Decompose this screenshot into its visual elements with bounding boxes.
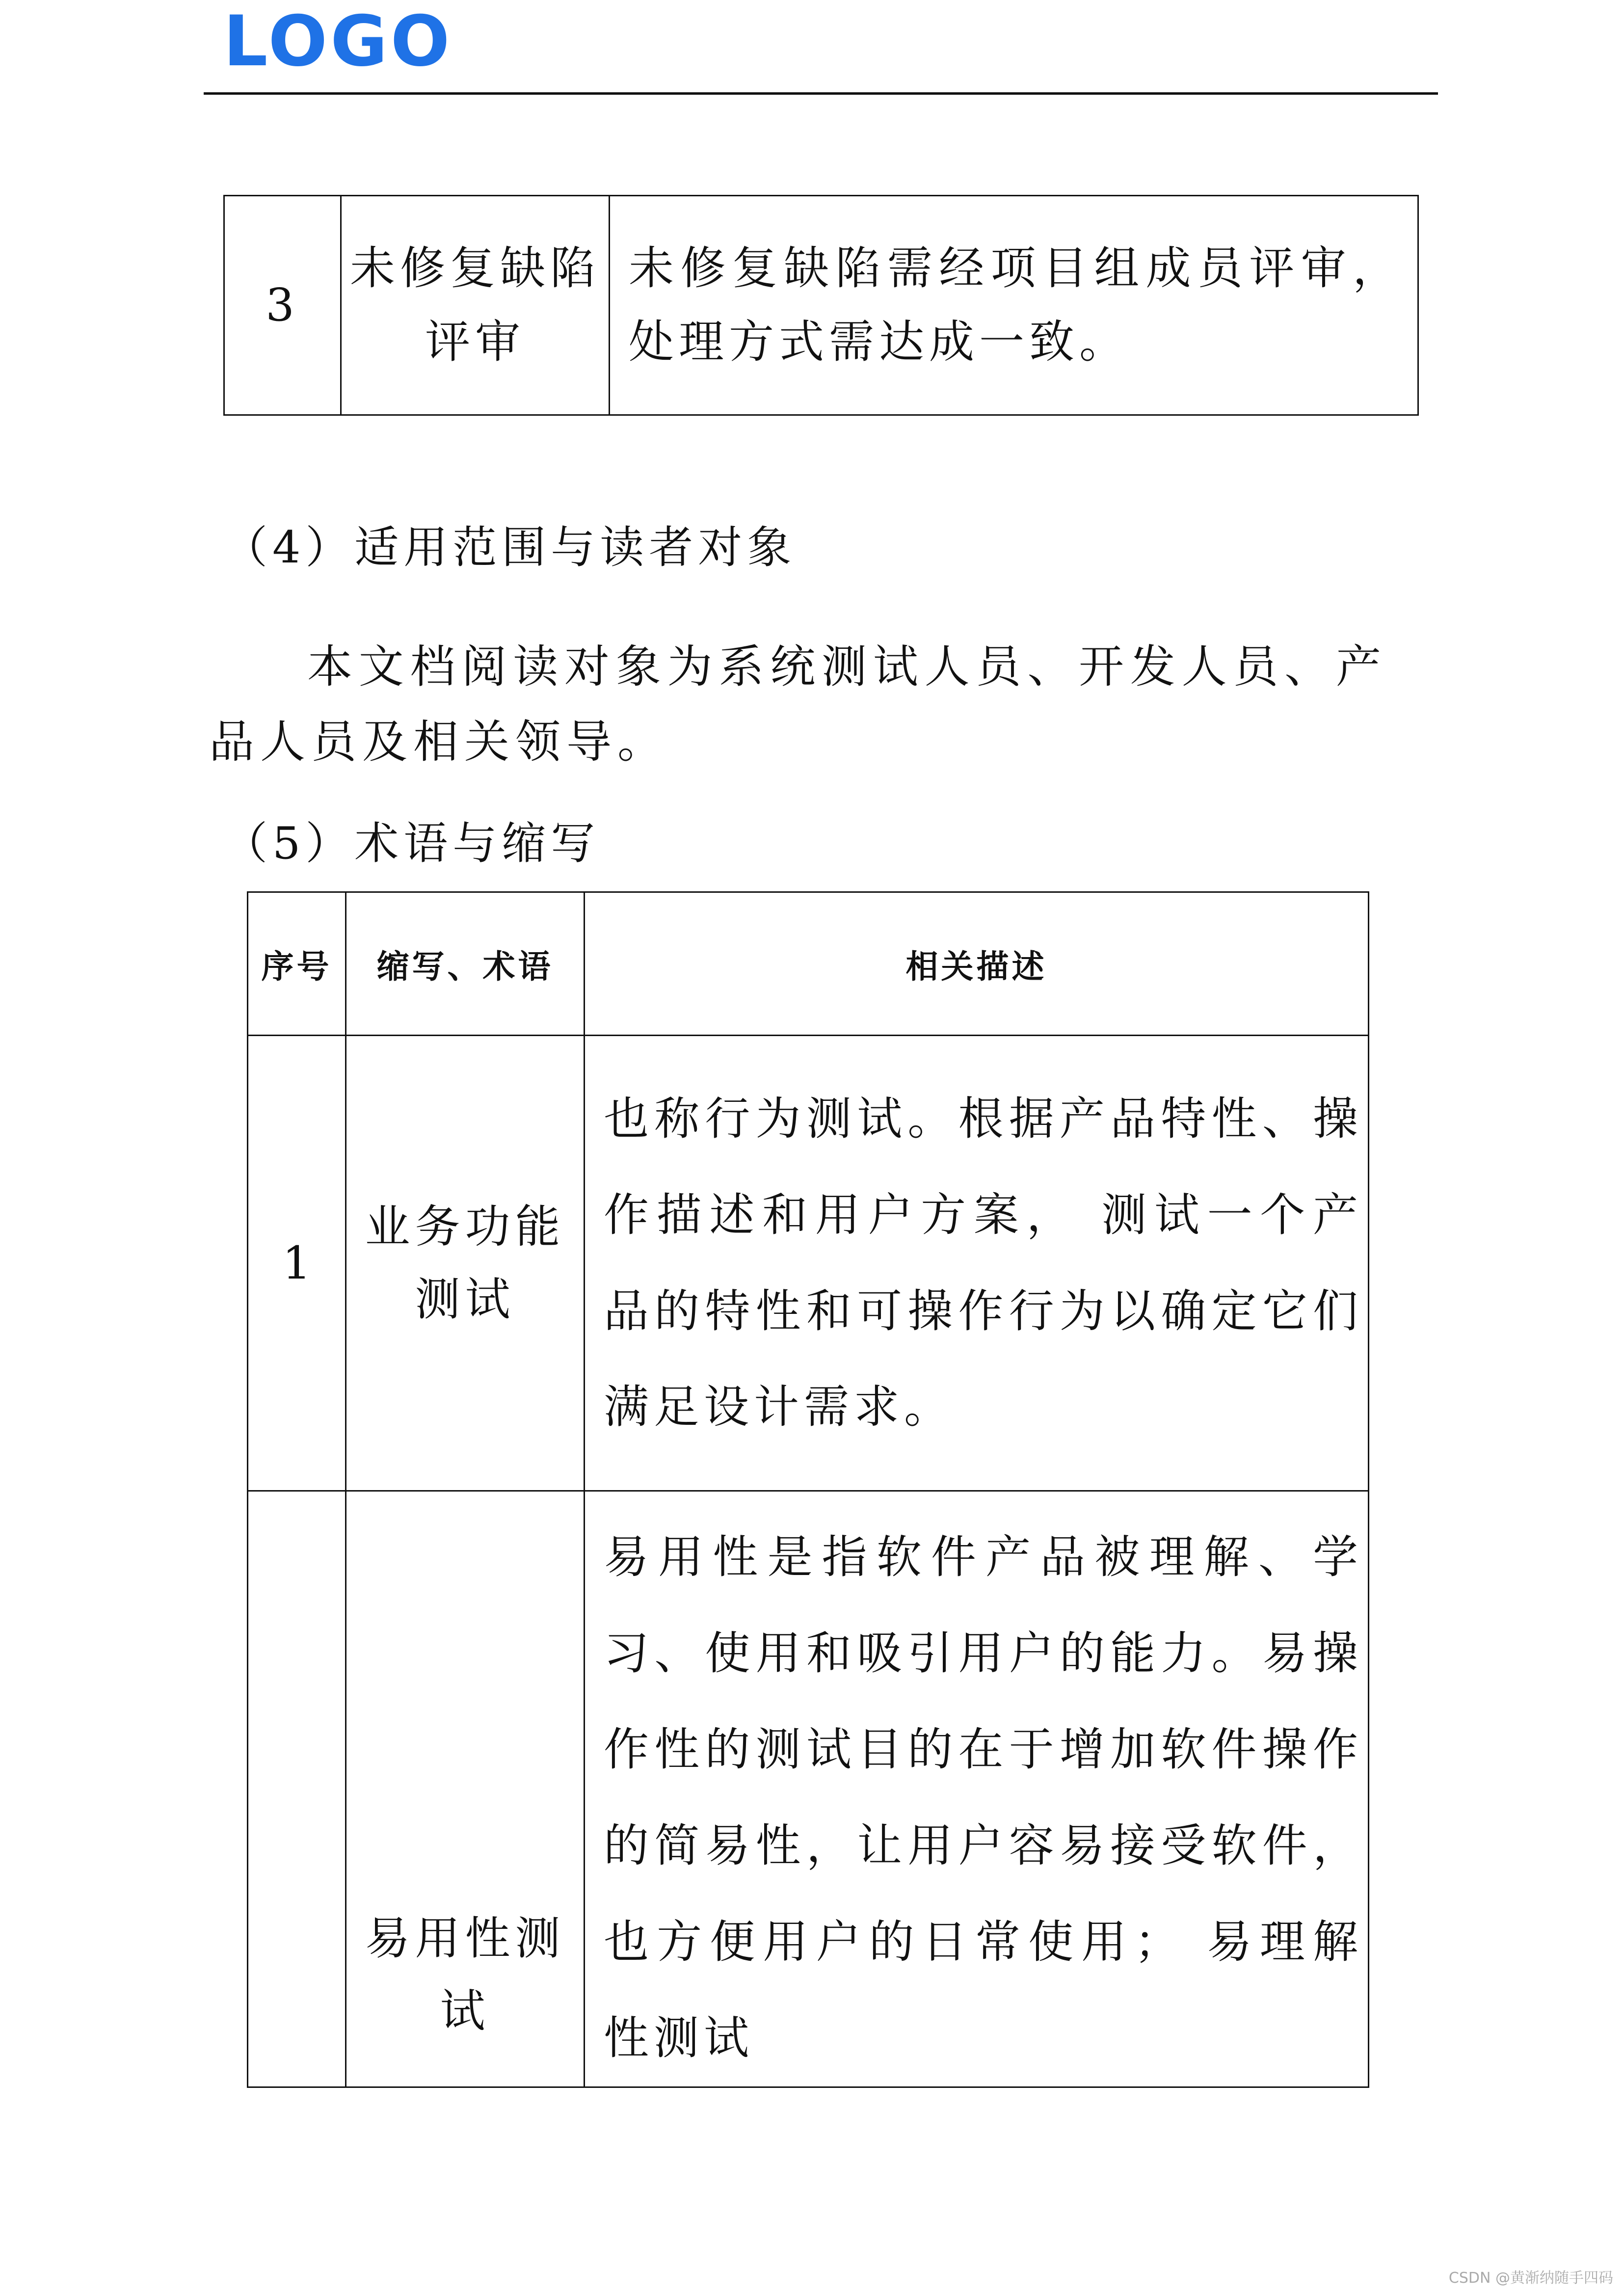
header-cell-description: 相关描述 — [585, 892, 1369, 1036]
header-cell-term: 缩写、术语 — [346, 892, 585, 1036]
logo: LOGO — [223, 1, 453, 82]
terms-table — [247, 891, 1369, 2088]
row-term: 易用性测试 — [346, 1491, 585, 2087]
table-row — [224, 196, 1418, 415]
row-number: 1 — [248, 1036, 346, 1491]
watermark: CSDN @黄渐纳随手四码 — [1448, 2269, 1613, 2287]
row-number: 3 — [224, 196, 341, 415]
scope-paragraph: 本文档阅读对象为系统测试人员、开发人员、产品人员及相关领导。 — [209, 641, 1387, 768]
row-description: 易用性是指软件产品被理解、学习、使用和吸引用户的能力。易操作性的测试目的在于增加软件操作的简易性，让用户容易接受软件，也方便用户的日常使用； 易理解性测试 — [585, 1491, 1369, 2087]
header-divider — [204, 92, 1438, 95]
row-name: 未修复缺陷评审 — [341, 196, 610, 415]
row-description: 未修复缺陷需经项目组成员评审，处理方式需达成一致。 — [610, 196, 1418, 415]
row-description: 也称行为测试。根据产品特性、操作描述和用户方案， 测试一个产品的特性和可操作行为以确定它们满足设计需求。 — [585, 1036, 1369, 1491]
section-heading-scope: （4）适用范围与读者对象 — [223, 522, 797, 573]
defect-table — [223, 195, 1419, 416]
table-row — [248, 1491, 1369, 2087]
table-row — [248, 1036, 1369, 1491]
header-cell-number: 序号 — [248, 892, 346, 1036]
section-heading-terms: （5）术语与缩写 — [223, 818, 600, 869]
row-number — [248, 1491, 346, 2087]
row-term: 业务功能测试 — [346, 1036, 585, 1491]
table-header-row — [248, 892, 1369, 1036]
